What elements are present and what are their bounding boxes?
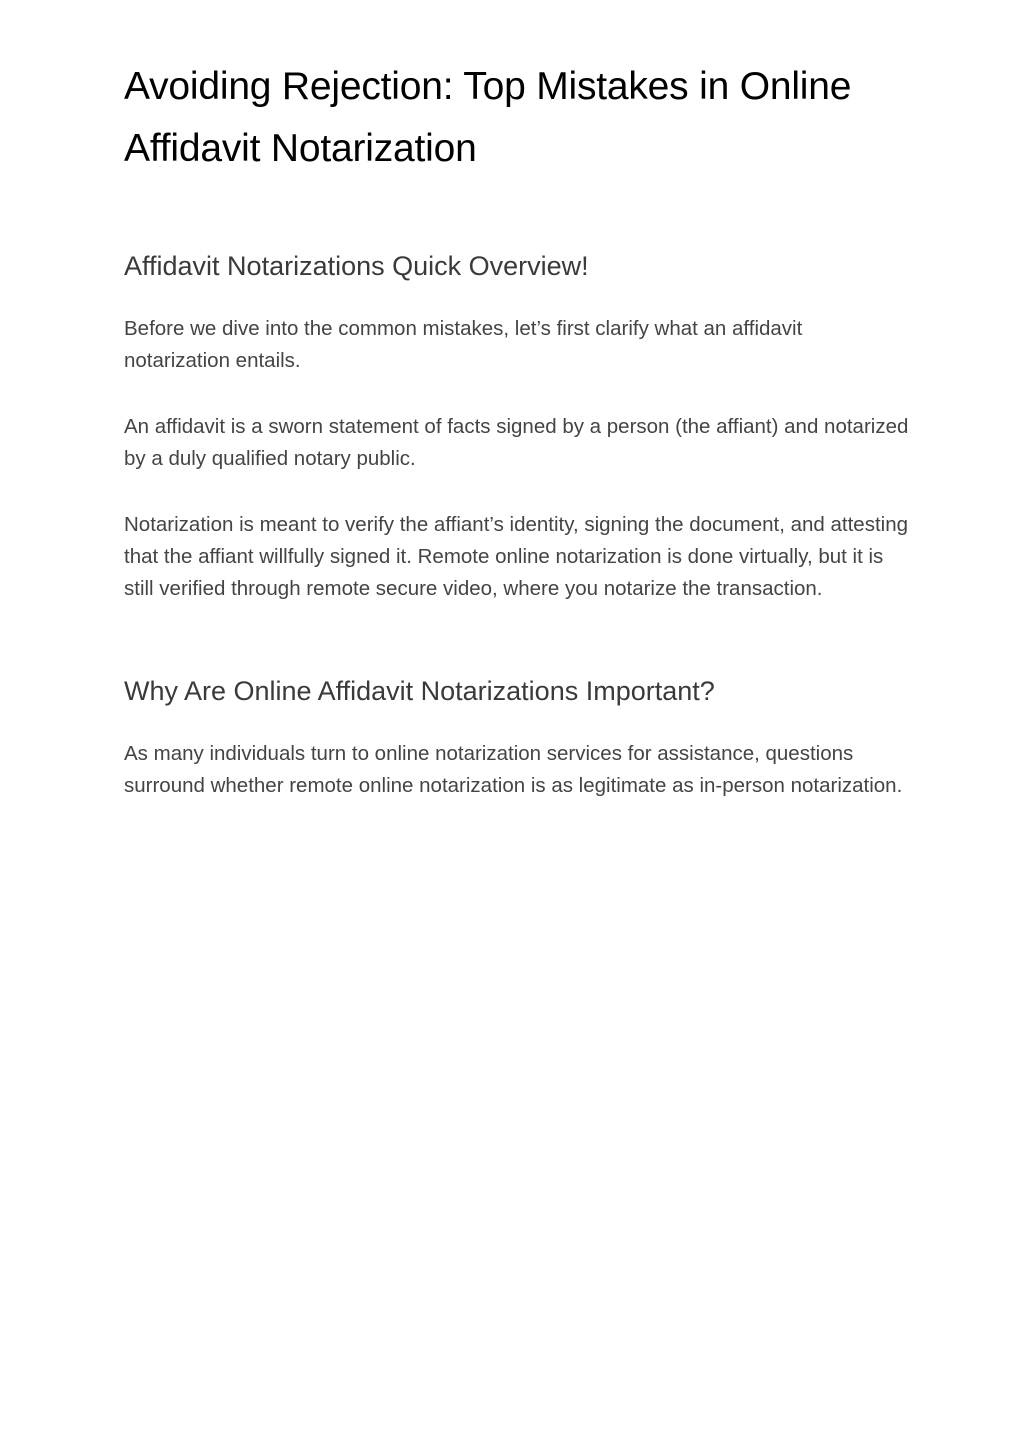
paragraph: Before we dive into the common mistakes, let’s first clarify what an affidavit notarization entails. bbox=[124, 317, 803, 372]
section-heading-importance: Why Are Online Affidavit Notarizations Important? bbox=[124, 676, 715, 706]
paragraph: Notarization is meant to verify the affiant’s identity, signing the document, and attesting that the affiant willfully signed it. Remote online notarization is done virtually, but it is still verified through remote secure video, where you notarize the transaction. bbox=[124, 513, 909, 600]
section-heading-overview: Affidavit Notarizations Quick Overview! bbox=[124, 251, 589, 281]
paragraph: An affidavit is a sworn statement of facts signed by a person (the affiant) and notarized by a duly qualified notary public. bbox=[124, 415, 909, 470]
document-title: Avoiding Rejection: Top Mistakes in Online Affidavit Notarization bbox=[124, 65, 852, 170]
paragraph: As many individuals turn to online notarization services for assistance, questions surround whether remote online notarization is as legitimate as in-person notarization. bbox=[124, 742, 903, 797]
